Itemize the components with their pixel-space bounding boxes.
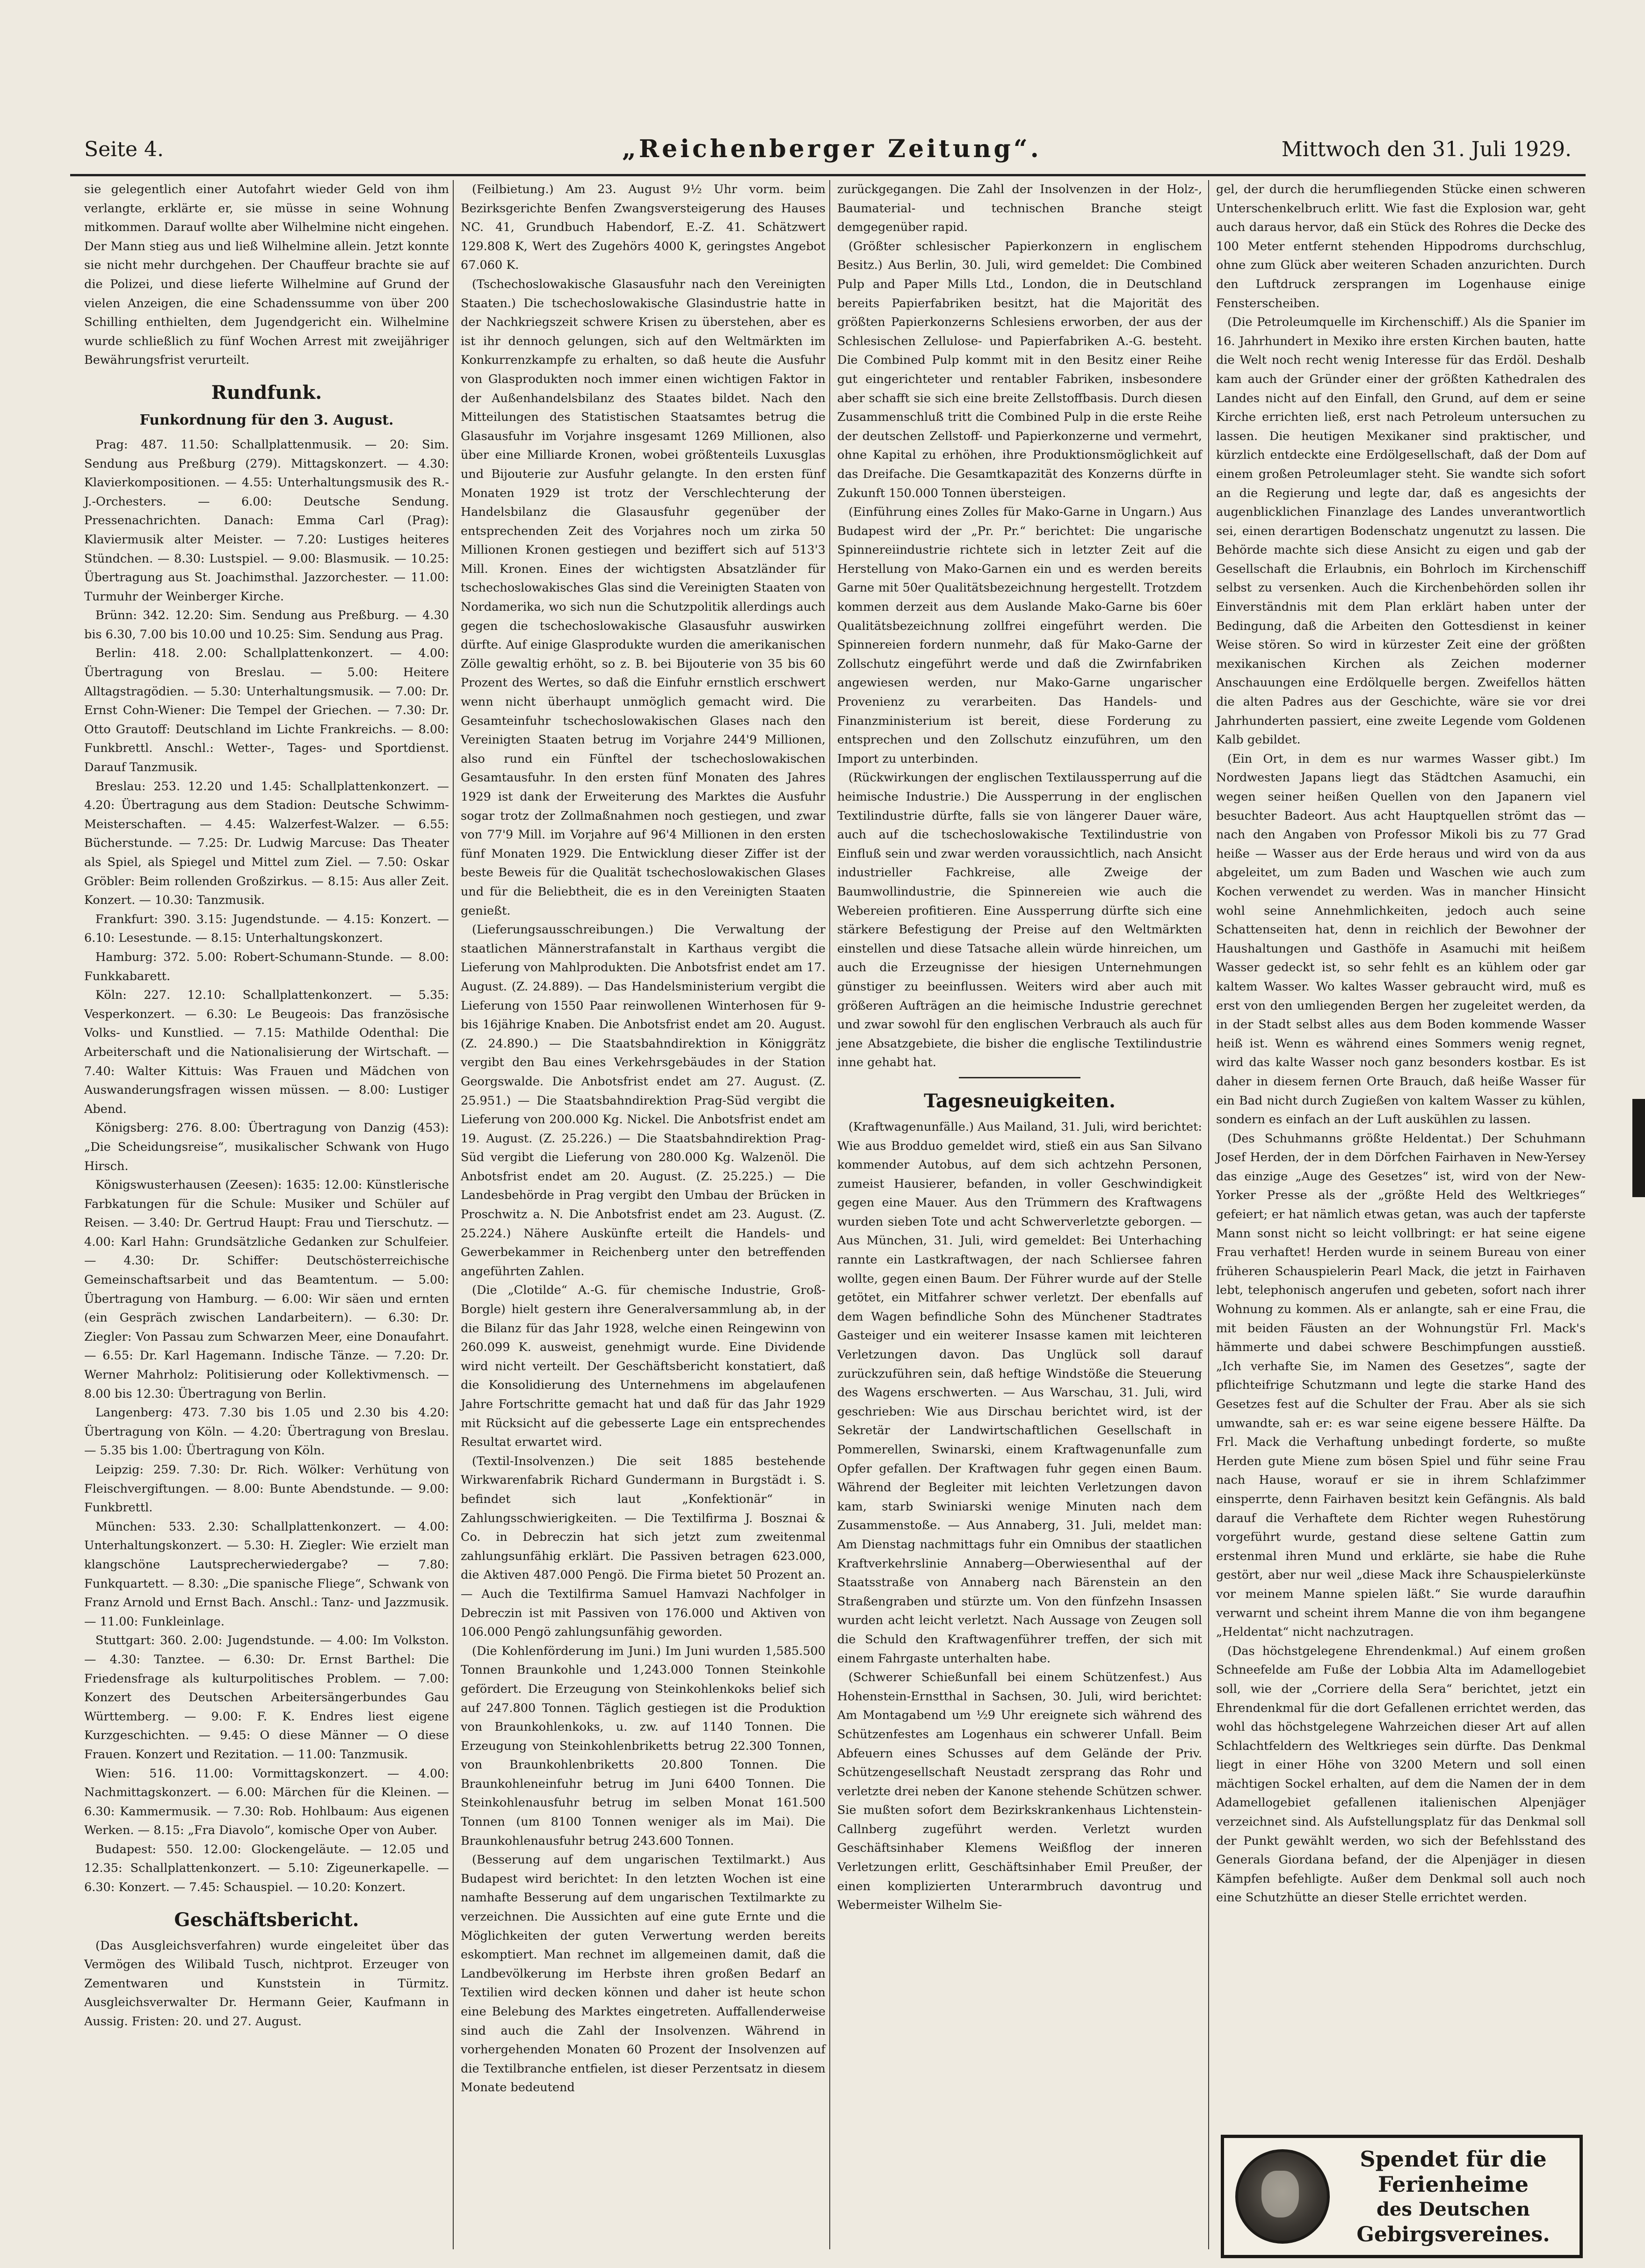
business-notice: (Das Ausgleichsverfahren) wurde eingeleitet über das Vermögen des Wilibald Tusch, nichtprot. Erzeuger von Zementwaren und Kunststein in Türmitz. Ausgleichsverwalter Dr. Hermann Geier, Kaufmann in Aussig. Fristen: 20. und 27. August.: [84, 1938, 449, 2029]
column-4: [1216, 180, 1586, 1907]
news-item: (Das höchstgelegene Ehrendenkmal.) Auf einem großen Schneefelde am Fuße der Lobbia Alta im Adamellogebiet soll, wie der „Corriere della Sera“ berichtet, jetzt ein Ehrendenkmal für die dort Gefallenen errichtet werden, das wohl das höchstgelegene Wahrzeichen dieser Art auf allen Schlachtfeldern des Weltkrieges sein dürfte. Das Denkmal liegt in einer Höhe von 3200 Metern und soll einen mächtigen Sockel erhalten, auf dem die Namen der in dem Adamellogebiet gefallenen italienischen Alpenjäger verzeichnet sind. Als Aufstellungsplatz für das Denkmal soll der Punkt gewählt werden, wo sich der Befehlsstand des Generals Giordana befand, der die Alpenjäger in diesen Kämpfen befehligte. Außer dem Denkmal soll auch noch eine Schutzhütte an dieser Stelle errichtet werden.: [1216, 1644, 1586, 1905]
economy-item: (Tschechoslowakische Glasausfuhr nach den Vereinigten Staaten.) Die tschechoslowakische Glasindustrie hatte in der Nachkriegszeit schwere Krisen zu überstehen, aber es ist ihr dennoch gelungen, sich auf den Weltmärkten im Konkurrenzkampfe zu erhalten, so daß heute die Ausfuhr von Glasprodukten noch immer einen wichtigen Faktor in der Außenhandelsbilanz des Staates bildet. Nach den Mitteilungen des Statistischen Staatsamtes betrug die Glasausfuhr im Vorjahre insgesamt 1269 Millionen, also über eine Milliarde Kronen, wobei größtenteils Luxusglas und Bijouterie zur Ausfuhr gelangte. In den ersten fünf Monaten 1929 ist trotz der Verschlechterung der Handelsbilanz die Glasausfuhr gegenüber der entsprechenden Zeit des Vorjahres noch um zirka 50 Millionen Kronen gestiegen und beziffert sich auf 513'3 Mill. Kronen. Eines der wichtigsten Absatzländer für tschechoslowakisches Glas sind die Vereinigten Staaten von Nordamerika, wo sich nun die Schutzpolitik allerdings auch gegen die tschechoslowakische Glasausfuhr auswirken dürfte. Auf einige Glasprodukte wurden die amerikanischen Zölle gewaltig erhöht, so z. B. bei Bijouterie von 35 bis 60 Prozent des Wertes, so daß die Einfuhr ernstlich erschwert wenn nicht überhaupt unmöglich gemacht wird. Die Gesamteinfuhr tschechoslowakischen Glases nach den Vereinigten Staaten betrug im Vorjahre 244'9 Millionen, also rund ein Fünftel der tschechoslowakischen Gesamtausfuhr. In den ersten fünf Monaten des Jahres 1929 ist dank der Erweiterung des Marktes die Ausfuhr sogar trotz der Zollmaßnahmen noch gestiegen, und zwar von 77'9 Mill. im Vorjahre auf 96'4 Millionen in den ersten fünf Monaten 1929. Die Entwicklung dieser Ziffer ist der beste Beweis für die Qualität tschechoslowakischen Glases und für die Beliebtheit, die es in den Vereinigten Staaten genießt.: [461, 277, 826, 918]
radio-station: Budapest: 550. 12.00: Glockengeläute. — 12.05 und 12.35: Schallplattenkonzert. — 5.10: Zigeunerkapelle. — 6.30: Konzert. — 7.45: Schauspiel. — 10.20: Konzert.: [84, 1842, 449, 1895]
ad-line: Ferienheime: [1378, 2172, 1529, 2197]
section-title-business: Geschäftsbericht.: [174, 1908, 359, 1931]
radio-station: Köln: 227. 12.10: Schallplattenkonzert. — 5.35: Vesperkonzert. — 6.30: Le Beugeois: Das französische Volks- und Kunstlied. — 7.15: Mathilde Odenthal: Die Arbeiterschaft und die Nationalisierung der Wirtschaft. — 7.40: Walter Kittuis: Was Frauen und Mädchen von Auswanderungsfragen wissen müssen. — 8.00: Lustiger Abend.: [84, 988, 449, 1116]
section-title-news: Tagesneuigkeiten.: [924, 1090, 1116, 1112]
article-continuation: sie gelegentlich einer Autofahrt wieder Geld von ihm verlangte, erklärte er, sie müsse in seine Wohnung mitkommen. Darauf wollte aber Wilhelmine nicht eingehen. Der Mann stieg aus und ließ Wilhelmine allein. Jetzt konnte sie nicht mehr durchgehen. Der Chauffeur brachte sie auf die Polizei, und diese lieferte Wilhelmine auf Grund der vielen Anzeigen, die eine Schadenssumme von über 200 Schilling enthielten, dem Jugendgericht ein. Wilhelmine wurde schließlich zu fünf Wochen Arrest mit zweijähriger Bewährungsfrist verurteilt.: [84, 182, 449, 368]
economy-item: (Größter schlesischer Papierkonzern in englischem Besitz.) Aus Berlin, 30. Juli, wird gemeldet: Die Combined Pulp and Paper Mills Ltd., London, die in Deutschland bereits Papierfabriken besitzt, hat die Majorität des größten Papierkonzerns Schlesiens erworben, der aus der Schlesischen Zellulose- und Papierfabriken A.-G. besteht. Die Combined Pulp kommt mit in den Besitz einer Reihe gut eingerichteter und rentabler Fabriken, insbesondere aber schafft sie sich eine breite Zellstoffbasis. Durch diesen Zusammenschluß tritt die Combined Pulp in die erste Reihe der deutschen Zellstoff- und Papierkonzerne und vermehrt, ohne Kapital zu erhöhen, ihre Produktionsmöglichkeit auf das Dreifache. Die Gesamtkapazität des Konzerns dürfte in Zukunft 150.000 Tonnen übersteigen.: [837, 239, 1202, 500]
column-divider: [1208, 180, 1209, 2249]
issue-date: Mittwoch den 31. Juli 1929.: [1281, 137, 1572, 161]
advertisement-box: [1221, 2135, 1583, 2258]
radio-station: Berlin: 418. 2.00: Schallplattenkonzert. — 4.00: Übertragung von Breslau. — 5.00: Heitere Alltagstragödien. — 5.30: Unterhaltungsmusik. — 7.00: Dr. Ernst Cohn-Wiener: Die Tempel der Griechen. — 7.30: Dr. Otto Grautoff: Deutschland im Lichte Frankreichs. — 8.00: Funkbrettl. Anschl.: Wetter-, Tages- und Sportdienst. Darauf Tanzmusik.: [84, 646, 449, 775]
column-1: [84, 180, 449, 2031]
page-number: Seite 4.: [84, 137, 164, 161]
club-emblem-icon: [1235, 2149, 1330, 2244]
economy-item: (Einführung eines Zolles für Mako-Garne in Ungarn.) Aus Budapest wird der „Pr. Pr.“ berichtet: Die ungarische Spinnereiindustrie richtete sich in letzter Zeit auf die Herstellung von Mako-Garnen ein und es werden bereits Garne mit 50er Qualitätsbezeichnung hergestellt. Trotzdem kommen derzeit aus dem Auslande Mako-Garne bis 60er Qualitätsbezeichnung zollfrei eingeführt werden. Die Spinnereien fordern nunmehr, daß für Mako-Garne der Zollschutz eingeführt werde und daß die Zwirnfabriken angewiesen werden, nur Mako-Garne ungarischer Provenienz zu verarbeiten. Das Handels- und Finanzministerium ist bereit, diese Forderung zu entsprechen und den Zollschutz einzuführen, um den Import zu unterbinden.: [837, 505, 1202, 766]
section-title-rundfunk: Rundfunk.: [211, 381, 322, 404]
column-3: [837, 180, 1202, 1915]
page-header: [70, 132, 1586, 176]
news-item: (Ein Ort, in dem es nur warmes Wasser gibt.) Im Nordwesten Japans liegt das Städtchen Asamuchi, ein wegen seiner heißen Quellen von den Japanern viel besuchter Badeort. Aus acht Hauptquellen strömt das — nach den Angaben von Professor Mikoli bis zu 77 Grad heiße — Wasser aus der Erde heraus und wird von da aus abgeleitet, um zum Baden und Waschen wie auch zum Kochen verwendet zu werden. Was in mancher Hinsicht wohl seine Annehmlichkeiten, jedoch auch seine Schattenseiten hat, denn in reichlich der Bewohner der Haushaltungen und Gasthöfe in Asamuchi mit heißem Wasser gedeckt ist, so sehr fehlt es an kühlem oder gar kaltem Wasser. Wo kaltes Wasser gebraucht wird, muß es erst von den umliegenden Bergen her zugeleitet werden, da in der Stadt selbst alles aus dem Boden kommende Wasser heiß ist. Wenn es während eines Sommers wenig regnet, wird das kalte Wasser noch ganz besonders kostbar. Es ist daher in diesem fernen Orte Brauch, daß heiße Wasser für ein Bad nicht durch Zugießen von kaltem Wasser zu kühlen, sondern es einfach an der Luft auskühlen zu lassen.: [1216, 751, 1586, 1127]
column-divider: [829, 180, 830, 2249]
radio-station: Stuttgart: 360. 2.00: Jugendstunde. — 4.00: Im Volkston. — 4.30: Tanztee. — 6.30: Dr. Ernst Barthel: Die Friedensfrage als kulturpolitisches Problem. — 7.00: Konzert des Deutschen Arbeitersängerbundes Gau Württemberg. — 9.00: F. K. Endres liest eigene Kurzgeschichten. — 9.45: O diese Männer — O diese Frauen. Konzert und Rezitation. — 11.00: Tanzmusik.: [84, 1633, 449, 1762]
economy-item: (Die „Clotilde“ A.-G. für chemische Industrie, Groß-Borgle) hielt gestern ihre Generalversammlung ab, in der die Bilanz für das Jahr 1928, welche einen Reingewinn von 260.099 K. ausweist, genehmigt wurde. Eine Dividende wird nicht verteilt. Der Geschäftsbericht konstatiert, daß die Konsolidierung des Unternehmens im abgelaufenen Jahre Fortschritte gemacht hat und daß für das Jahr 1929 mit Rücksicht auf die gebesserte Lage ein entsprechendes Resultat erwartet wird.: [461, 1283, 826, 1450]
newspaper-title: „Reichenberger Zeitung“.: [622, 135, 1042, 163]
divider-rule: [959, 1077, 1080, 1078]
radio-station: Breslau: 253. 12.20 und 1.45: Schallplattenkonzert. — 4.20: Übertragung aus dem Stadion: Deutsche Schwimm-Meisterschaften. — 4.45: Walzerfest-Walzer. — 6.55: Bücherstunde. — 7.25: Dr. Ludwig Marcuse: Das Theater als Spiel, als Spiegel und Mittel zum Ziel. — 7.50: Oskar Gröbler: Beim rollenden Großzirkus. — 8.15: Aus aller Zeit. Konzert. — 10.30: Tanzmusik.: [84, 779, 449, 908]
economy-item: (Feilbietung.) Am 23. August 9½ Uhr vorm. beim Bezirksgerichte Benfen Zwangsversteigerung des Hauses NC. 41, Grundbuch Habendorf, E.-Z. 41. Schätzwert 129.808 K, Wert des Zugehörs 4000 K, geringstes Angebot 67.060 K.: [461, 182, 826, 273]
radio-station: Leipzig: 259. 7.30: Dr. Rich. Wölker: Verhütung von Fleischvergiftungen. — 8.00: Bunte Abendstunde. — 9.00: Funkbrettl.: [84, 1463, 449, 1515]
scan-edge-mark: [1632, 1099, 1645, 1197]
radio-station: München: 533. 2.30: Schallplattenkonzert. — 4.00: Unterhaltungskonzert. — 5.30: H. Ziegler: Wie erzielt man klangschöne Lautsprecherwiedergabe? — 7.80: Funkquartett. — 8.30: „Die spanische Fliege“, Schwank von Franz Arnold und Ernst Bach. Anschl.: Tanz- und Jazzmusik. — 11.00: Funkleinlage.: [84, 1519, 449, 1629]
column-2: [461, 180, 826, 2097]
radio-station: Wien: 516. 11.00: Vormittagskonzert. — 4.00: Nachmittagskonzert. — 6.00: Märchen für die Kleinen. — 6.30: Kammermusik. — 7.30: Rob. Hohlbaum: Aus eigenen Werken. — 8.15: „Fra Diavolo“, komische Oper von Auber.: [84, 1766, 449, 1838]
news-item: (Schwerer Schießunfall bei einem Schützenfest.) Aus Hohenstein-Ernstthal in Sachsen, 30. Juli, wird berichtet: Am Montagabend um ½9 Uhr ereignete sich während des Schützenfestes am Logenhaus ein schwerer Unfall. Beim Abfeuern eines Schusses auf dem Gelände der Priv. Schützengesellschaft Neustadt zersprang das Rohr und verletzte drei neben der Kanone stehende Schützen schwer. Sie mußten sofort dem Bezirkskrankenhaus Lichtenstein-Callnberg zugeführt werden. Verletzt wurden Geschäftsinhaber Klemens Weißflog der inneren Verletzungen erlitt, Geschäftsinhaber Emil Preußer, der einen komplizierten Unterarmbruch davontrug und Webermeister Wilhelm Sie-: [837, 1670, 1202, 1913]
radio-station: Brünn: 342. 12.20: Sim. Sendung aus Preßburg. — 4.30 bis 6.30, 7.00 bis 10.00 und 10.25: Sim. Sendung aus Prag.: [84, 608, 449, 642]
news-item: (Die Petroleumquelle im Kirchenschiff.) Als die Spanier im 16. Jahrhundert in Mexiko ihre ersten Kirchen bauten, hatte die Welt noch recht wenig Interesse für das Erdöl. Deshalb kam auch der Gründer einer der größten Kathedralen des Landes nicht auf den Einfall, den Grund, auf dem er seine Kirche errichten ließ, erst nach Petroleum untersuchen zu lassen. Die heutigen Mexikaner sind praktischer, und kürzlich entdeckte eine Erdölgesellschaft, daß der Dom auf einem großen Petroleumlager steht. Sie wandte sich sofort an die Regierung und legte dar, daß es angesichts der augenblicklichen Finanzlage des Landes unverantwortlich sei, einen derartigen Bodenschatz ungenutzt zu lassen. Die Behörde machte sich diese Ansicht zu eigen und gab der Gesellschaft die Erlaubnis, ein Bohrloch im Kirchenschiff selbst zu versenken. Auch die Kirchenbehörden sollen ihr Einverständnis mit dem Plan erklärt haben unter der Bedingung, daß die Arbeiten den Gottesdienst in keiner Weise stören. So wird in kürzester Zeit eine der größten mexikanischen Kirchen als Zeichen moderner Anschauungen eine Erdölquelle bergen. Zweifellos hätten die alten Padres aus der Geschichte, wäre sie vor drei Jahrhunderten passiert, eine zweite Legende vom Goldenen Kalb gebildet.: [1216, 315, 1586, 747]
radio-station: Langenberg: 473. 7.30 bis 1.05 und 2.30 bis 4.20: Übertragung von Köln. — 4.20: Übertragung von Breslau. — 5.35 bis 1.00: Übertragung von Köln.: [84, 1406, 449, 1458]
ad-line: Spendet für die: [1360, 2146, 1547, 2172]
economy-item: (Textil-Insolvenzen.) Die seit 1885 bestehende Wirkwarenfabrik Richard Gundermann in Burgstädt i. S. befindet sich laut „Konfektionär“ in Zahlungsschwierigkeiten. — Die Textilfirma J. Bosznai & Co. in Debreczin hat sich jetzt zum zweitenmal zahlungsunfähig erklärt. Die Passiven betragen 623.000, die Aktiven 487.000 Pengö. Die Firma bietet 50 Prozent an. — Auch die Textilfirma Samuel Hamvazi Nachfolger in Debreczin ist mit Passiven von 176.000 und Aktiven von 106.000 Pengö zahlungsunfähig geworden.: [461, 1454, 826, 1640]
ad-line: des Deutschen: [1376, 2198, 1530, 2220]
economy-item: (Die Kohlenförderung im Juni.) Im Juni wurden 1,585.500 Tonnen Braunkohle und 1,243.000 Tonnen Steinkohle gefördert. Die Erzeugung von Steinkohlenkoks belief sich auf 247.800 Tonnen. Täglich gestiegen ist die Produktion von Braunkohlenkoks, u. zw. auf 1140 Tonnen. Die Erzeugung von Steinkohlenbriketts betrug 22.300 Tonnen, von Braunkohlenbriketts 20.800 Tonnen. Die Braunkohleneinfuhr betrug im Juni 6400 Tonnen. Die Steinkohlenausfuhr betrug im selben Monat 161.500 Tonnen (um 8100 Tonnen weniger als im Mai). Die Braunkohlenausfuhr betrug 243.600 Tonnen.: [461, 1644, 826, 1848]
economy-item: zurückgegangen. Die Zahl der Insolvenzen in der Holz-, Baumaterial- und technischen Branche steigt demgegenüber rapid.: [837, 182, 1202, 235]
economy-item: (Lieferungsausschreibungen.) Die Verwaltung der staatlichen Männerstrafanstalt in Karthaus vergibt die Lieferung von Mahlprodukten. Die Anbotsfrist endet am 17. August. (Z. 24.889). — Das Handelsministerium vergibt die Lieferung von 1550 Paar reinwollenen Winterhosen für 9- bis 16jährige Knaben. Die Anbotsfrist endet am 20. August. (Z. 24.890.) — Die Staatsbahndirektion in Königgrätz vergibt den Bau eines Verkehrsgebäudes in der Station Georgswalde. Die Anbotsfrist endet am 27. August. (Z. 25.951.) — Die Staatsbahndirektion Prag-Süd vergibt die Lieferung von 200.000 Kg. Nickel. Die Anbotsfrist endet am 19. August. (Z. 25.226.) — Die Staatsbahndirektion Prag-Süd vergibt die Lieferung von 280.000 Kg. Walzenöl. Die Anbotsfrist endet am 20. August. (Z. 25.225.) — Die Landesbehörde in Prag vergibt den Umbau der Brücken in Proschwitz a. N. Die Anbotsfrist endet am 23. August. (Z. 25.224.) Nähere Auskünfte erteilt die Handels- und Gewerbekammer in Reichenberg unter den betreffenden angeführten Zahlen.: [461, 923, 826, 1278]
economy-item: (Besserung auf dem ungarischen Textilmarkt.) Aus Budapest wird berichtet: In den letzten Wochen ist eine namhafte Besserung auf dem ungarischen Textilmarkte zu verzeichnen. Die Aussichten auf eine gute Ernte und die Möglichkeiten der guten Verwertung werden bereits eskomptiert. Man rechnet im allgemeinen damit, daß die Landbevölkerung im Herbste ihren großen Bedarf an Textilien wird decken können und daher ist heute schon eine Belebung des Marktes eingetreten. Auffallenderweise sind auch die Zahl der Insolvenzen. Während in vorhergehenden Monaten 60 Prozent der Insolvenzen auf die Textilbranche entfielen, ist dieser Perzentsatz in diesem Monate bedeutend: [461, 1853, 826, 2095]
column-divider: [453, 180, 454, 2249]
advertisement-text: [1336, 2146, 1570, 2247]
economy-item: (Rückwirkungen der englischen Textilaussperrung auf die heimische Industrie.) Die Aussperrung in der englischen Textilindustrie dürfte, falls sie von längerer Dauer wäre, auch auf die tschechoslowakische Textilindustrie von Einfluß sein und zwar werden voraussichtlich, nach Ansicht industrieller Fachkreise, alle Zweige der Baumwollindustrie, die Spinnereien wie auch die Webereien profitieren. Eine Aussperrung dürfte sich eine stärkere Befestigung der Preise auf den Weltmärkten einstellen und diese Tatsache allein würde hinreichen, um auch die Erzeugnisse der hiesigen Unternehmungen günstiger zu beeinflussen. Weiters wird aber auch mit größeren Aufträgen an die heimische Industrie gerechnet und zwar sowohl für den englischen Verbrauch als auch für jene Absatzgebiete, die bisher die englische Textilindustrie inne gehabt hat.: [837, 771, 1202, 1070]
news-item: (Des Schuhmanns größte Heldentat.) Der Schuhmann Josef Herden, der in dem Dörfchen Fairhaven in New-Yersey das einzige „Auge des Gesetzes“ ist, wird von der New-Yorker Presse als der „größte Held des Weltkrieges“ gefeiert; er hat nämlich etwas getan, was auch der tapferste Mann sonst nicht so leicht vollbringt: er hat seine eigene Frau verhaftet! Herden wurde in seinem Bureau von einer früheren Schauspielerin Pearl Mack, die jetzt in Fairhaven lebt, telephonisch angerufen und gebeten, sofort nach ihrer Wohnung zu kommen. Als er anlangte, sah er eine Frau, die mit beiden Fäusten an der Wohnungstür Frl. Mack's hämmerte und dabei schwere Beschimpfungen ausstieß. „Ich verhafte Sie, im Namen des Gesetzes“, sagte der pflichteifrige Schutzmann und legte die starke Hand des Gesetzes fest auf die Schulter der Frau. Aber als sie sich umwandte, sah er: es war seine eigene bessere Hälfte. Da Frl. Mack die Verhaftung unbedingt forderte, so mußte Herden gute Miene zum bösen Spiel und führ seine Frau nach Hause, worauf er sie in ihrem Schlafzimmer einsperrte, denn Fairhaven besitzt kein Gefängnis. Als bald darauf die Verhaftete dem Richter wegen Ruhestörung vorgeführt wurde, gestand diese seltene Gattin zum erstenmal ihren Mund und erklärte, sie habe die Ruhe gestört, aber nur weil „diese Mack ihre Schauspielerkünste vor meinem Manne spielen läßt.“ Sie wurde daraufhin verwarnt und scheint ihrem Manne die von ihm begangene „Heldentat“ nicht nachzutragen.: [1216, 1131, 1586, 1640]
ad-line: Gebirgsvereines.: [1356, 2223, 1550, 2246]
news-item: gel, der durch die herumfliegenden Stücke einen schweren Unterschenkelbruch erlitt. Wie fast die Explosion war, geht auch daraus hervor, daß ein Stück des Rohres die Decke des 100 Meter entfernt stehenden Hippodroms durchschlug, ohne zum Glück aber weiteren Schaden anzurichten. Durch den Luftdruck zersprangen im Logenhause einige Fensterscheiben.: [1216, 182, 1586, 311]
radio-station: Frankfurt: 390. 3.15: Jugendstunde. — 4.15: Konzert. — 6.10: Lesestunde. — 8.15: Unterhaltungskonzert.: [84, 912, 449, 946]
news-item: (Kraftwagenunfälle.) Aus Mailand, 31. Juli, wird berichtet: Wie aus Brodduo gemeldet wird, stieß ein aus San Silvano kommender Autobus, auf dem sich achtzehn Personen, zumeist Hausierer, befanden, in voller Geschwindigkeit gegen eine Mauer. Aus den Trümmern des Kraftwagens wurden sieben Tote und acht Schwerverletzte geborgen. — Aus München, 31. Juli, wird gemeldet: Bei Unterhaching rannte ein Lastkraftwagen, der nach Schliersee fahren wollte, gegen einen Baum. Der Führer wurde auf der Stelle getötet, ein Mitfahrer schwer verletzt. Der ebenfalls auf dem Wagen befindliche Sohn des Münchener Stadtrates Gasteiger und ein weiterer Insasse kamen mit leichteren Verletzungen davon. Das Unglück soll darauf zurückzuführen sein, daß heftige Windstöße die Steuerung des Wagens erschwerten. — Aus Warschau, 31. Juli, wird geschrieben: Wie aus Dirschau berichtet wird, ist der Sekretär der Landwirtschaftlichen Gesellschaft in Pommerellen, Swinarski, einem Kraftwagenunfalle zum Opfer gefallen. Der Kraftwagen fuhr gegen einen Baum. Während der Begleiter mit leichten Verletzungen davon kam, starb Swiniarski wenige Minuten nach dem Zusammenstoße. — Aus Annaberg, 31. Juli, meldet man: Am Dienstag nachmittags fuhr ein Omnibus der staatlichen Kraftverkehrslinie Annaberg—Oberwiesenthal auf der Staatsstraße von Annaberg nach Bärenstein an den Straßengraben und stürzte um. Von den fünfzehn Insassen wurden acht leicht verletzt. Nach Aussage von Zeugen soll die Schuld den Kraftwagenführer treffen, der sich mit einem Fahrgaste unterhalten habe.: [837, 1120, 1202, 1666]
radio-station: Prag: 487. 11.50: Schallplattenmusik. — 20: Sim. Sendung aus Preßburg (279). Mittagskonzert. — 4.30: Klavierkompositionen. — 4.55: Unterhaltungsmusik des R.-J.-Orchesters. — 6.00: Deutsche Sendung. Pressenachrichten. Danach: Emma Carl (Prag): Klaviermusik alter Meister. — 7.20: Lustiges heiteres Stündchen. — 8.30: Lustspiel. — 9.00: Blasmusik. — 10.25: Übertragung aus St. Joachimsthal. Jazzorchester. — 11.00: Turmuhr der Weinberger Kirche.: [84, 437, 449, 604]
radio-station: Königswusterhausen (Zeesen): 1635: 12.00: Künstlerische Farbkatungen für die Schule: Musiker und Schüler auf Reisen. — 3.40: Dr. Gertrud Haupt: Frau und Tierschutz. — 4.00: Karl Hahn: Grundsätzliche Gedanken zur Schulfeier. — 4.30: Dr. Schiffer: Deutschösterreichische Gemeinschaftsarbeit und das Beamtentum. — 5.00: Übertragung von Hamburg. — 6.00: Wir säen und ernten (ein Gespräch zwischen Landarbeitern). — 6.30: Dr. Ziegler: Von Passau zum Schwarzen Meer, eine Donaufahrt. — 6.55: Dr. Karl Hagemann. Indische Tänze. — 7.20: Dr. Werner Mahrholz: Politisierung oder Kollektivmensch. — 8.00 bis 12.30: Übertragung von Berlin.: [84, 1178, 449, 1401]
radio-station: Königsberg: 276. 8.00: Übertragung von Danzig (453): „Die Scheidungsreise“, musikalischer Schwank von Hugo Hirsch.: [84, 1121, 449, 1173]
radio-schedule-title: Funkordnung für den 3. August.: [139, 412, 394, 428]
radio-station: Hamburg: 372. 5.00: Robert-Schumann-Stunde. — 8.00: Funkkabarett.: [84, 950, 449, 983]
